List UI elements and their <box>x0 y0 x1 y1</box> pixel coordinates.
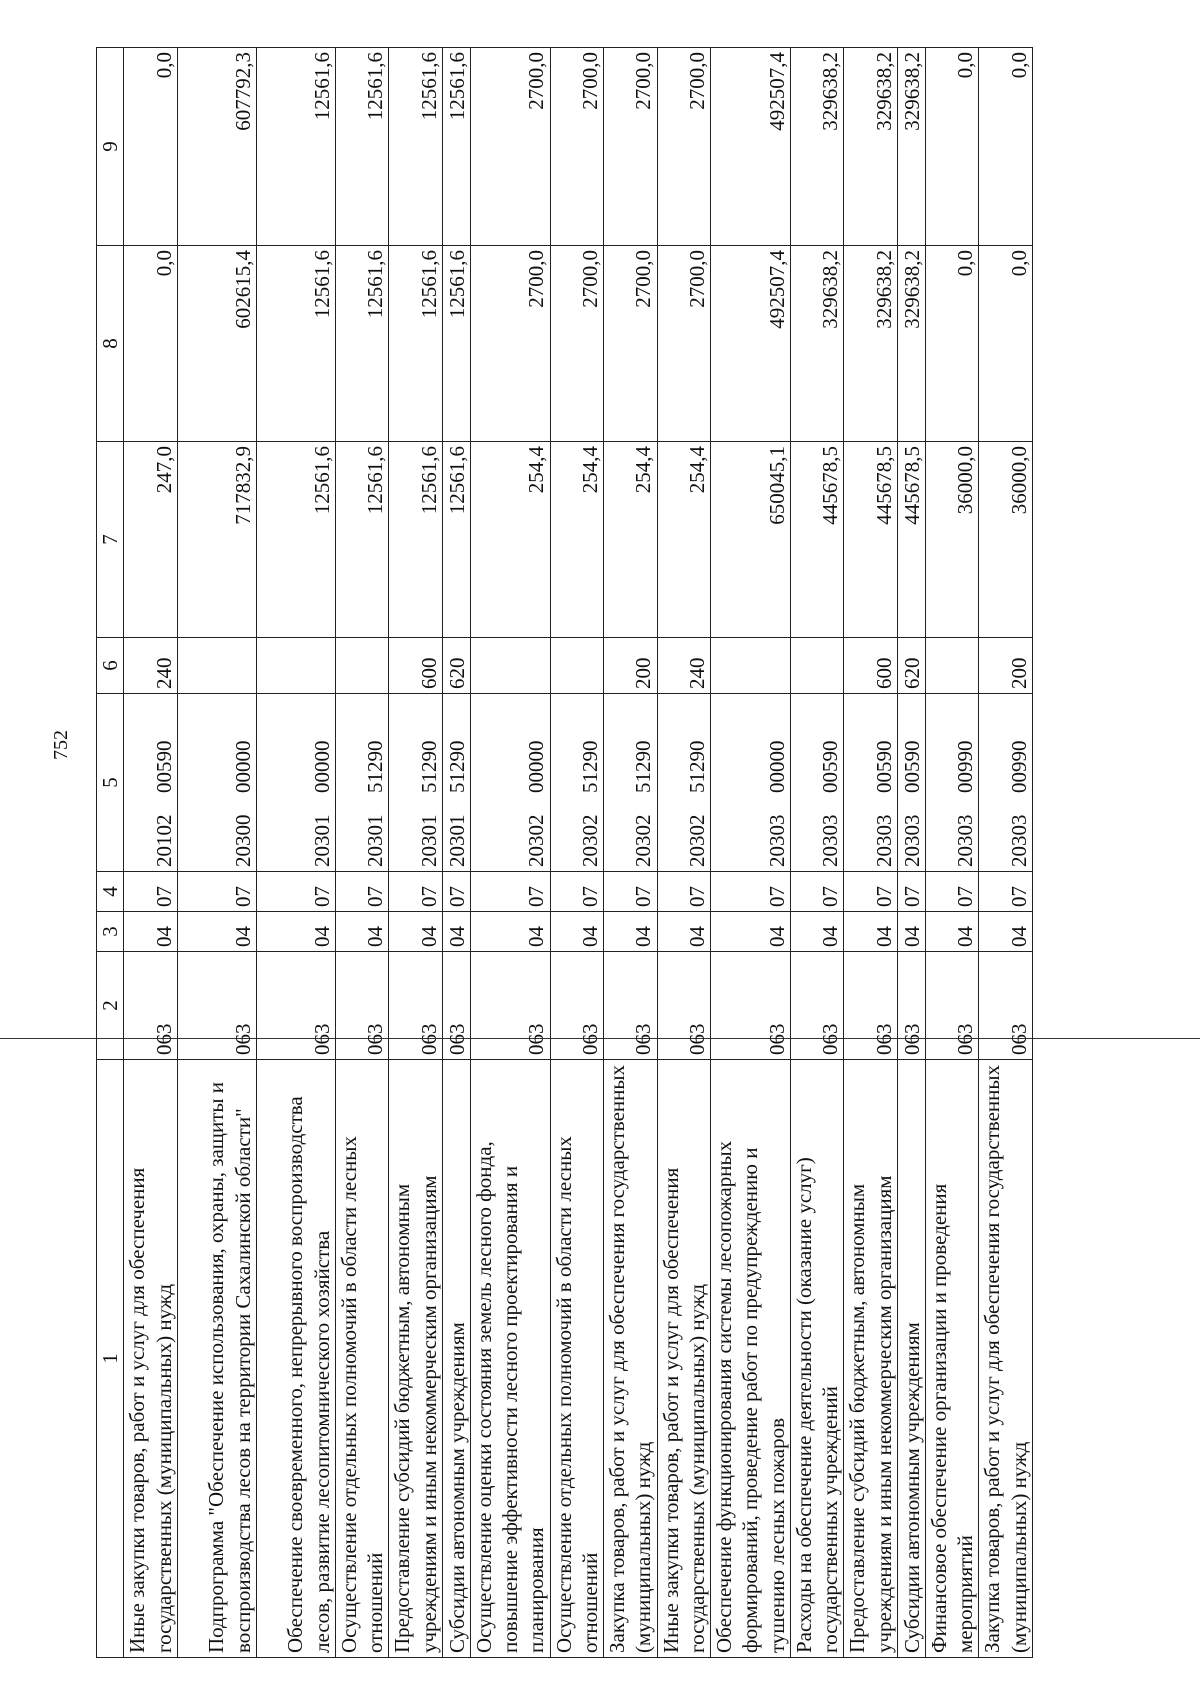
amount-col8: 602615,4 <box>177 246 256 442</box>
amount-col7: 254,4 <box>550 442 604 638</box>
amount-col9: 12561,6 <box>335 48 389 246</box>
admin-code: 063 <box>470 952 550 1060</box>
amount-col9: 329638,2 <box>897 48 925 246</box>
row-name: Предоставление субсидий бюджетным, автономным учреждениям и иным некоммерческим организациям <box>389 1060 443 1658</box>
amount-col9: 329638,2 <box>844 48 898 246</box>
direction-code: 00590 <box>899 740 924 793</box>
row-name: Осуществление отдельных полномочий в области лесных отношений <box>335 1060 389 1658</box>
table-row <box>124 48 178 1658</box>
table-row <box>925 48 979 1658</box>
row-name: Иные закупки товаров, работ и услуг для обеспечения государственных (муниципальных) нужд <box>124 1060 178 1658</box>
subsection-code: 07 <box>470 872 550 912</box>
amount-col9: 607792,3 <box>177 48 256 246</box>
table-row <box>389 48 443 1658</box>
section-code: 04 <box>790 912 844 952</box>
expense-type-code: 240 <box>657 638 711 694</box>
target-code <box>897 694 925 872</box>
target-code <box>442 694 470 872</box>
program-code: 20303 <box>871 814 896 867</box>
table-row <box>256 48 335 1658</box>
subsection-code: 07 <box>124 872 178 912</box>
amount-col7: 445678,5 <box>844 442 898 638</box>
direction-code: 51290 <box>631 740 656 793</box>
section-code: 04 <box>124 912 178 952</box>
program-code: 20301 <box>416 814 441 867</box>
col-header: 4 <box>97 872 124 912</box>
amount-col8: 329638,2 <box>790 246 844 442</box>
section-code: 04 <box>177 912 256 952</box>
target-code <box>550 694 604 872</box>
direction-code: 51290 <box>363 740 387 793</box>
amount-col7: 650045,1 <box>711 442 791 638</box>
amount-col7: 254,4 <box>470 442 550 638</box>
table-row <box>470 48 550 1658</box>
amount-col8: 0,0 <box>979 246 1033 442</box>
row-name: Финансовое обеспечение организации и проведения мероприятий <box>925 1060 979 1658</box>
section-code: 04 <box>442 912 470 952</box>
amount-col8: 12561,6 <box>442 246 470 442</box>
amount-col9: 12561,6 <box>256 48 335 246</box>
expense-type-code <box>177 638 256 694</box>
expense-type-code <box>550 638 604 694</box>
budget-table <box>96 47 1033 1658</box>
admin-code: 063 <box>897 952 925 1060</box>
rotated-page <box>96 48 1033 1658</box>
admin-code: 063 <box>442 952 470 1060</box>
amount-col9: 492507,4 <box>711 48 791 246</box>
expense-type-code <box>335 638 389 694</box>
admin-code: 063 <box>790 952 844 1060</box>
admin-code: 063 <box>177 952 256 1060</box>
expense-type-code: 600 <box>844 638 898 694</box>
amount-col7: 717832,9 <box>177 442 256 638</box>
col-header: 2 <box>97 952 124 1060</box>
direction-code: 51290 <box>684 740 709 793</box>
amount-col9: 12561,6 <box>442 48 470 246</box>
target-code <box>790 694 844 872</box>
table-row <box>844 48 898 1658</box>
table-row <box>177 48 256 1658</box>
row-name: Осуществление отдельных полномочий в области лесных отношений <box>550 1060 604 1658</box>
amount-col9: 0,0 <box>124 48 178 246</box>
section-code: 04 <box>389 912 443 952</box>
direction-code: 00000 <box>309 740 334 793</box>
expense-type-code: 200 <box>604 638 658 694</box>
admin-code: 063 <box>844 952 898 1060</box>
row-name: Закупка товаров, работ и услуг для обеспечения государственных (муниципальных) нужд <box>979 1060 1033 1658</box>
col-header: 3 <box>97 912 124 952</box>
col-header: 7 <box>97 442 124 638</box>
table-row <box>711 48 791 1658</box>
direction-code: 51290 <box>416 740 441 793</box>
subsection-code: 07 <box>844 872 898 912</box>
amount-col8: 2700,0 <box>550 246 604 442</box>
expense-type-code: 600 <box>389 638 443 694</box>
amount-col8: 329638,2 <box>844 246 898 442</box>
row-name: Иные закупки товаров, работ и услуг для обеспечения государственных (муниципальных) нужд <box>657 1060 711 1658</box>
admin-code: 063 <box>657 952 711 1060</box>
subsection-code: 07 <box>442 872 470 912</box>
amount-col8: 329638,2 <box>897 246 925 442</box>
page-number: 752 <box>50 730 72 760</box>
program-code: 20102 <box>151 814 176 867</box>
target-code <box>711 694 791 872</box>
subsection-code: 07 <box>657 872 711 912</box>
direction-code: 00000 <box>524 740 549 793</box>
col-header: 1 <box>97 1060 124 1658</box>
expense-type-code <box>790 638 844 694</box>
row-name: Осуществление оценки состояния земель лесного фонда, повышение эффективности лесного проектирования и планирования <box>470 1060 550 1658</box>
amount-col9: 0,0 <box>925 48 979 246</box>
section-code: 04 <box>711 912 791 952</box>
col-header: 8 <box>97 246 124 442</box>
admin-code: 063 <box>550 952 604 1060</box>
direction-code: 00990 <box>953 740 977 793</box>
row-name: Обеспечение своевременного, непрерывного воспроизводства лесов, развитие лесопитомнического хозяйства <box>256 1060 335 1658</box>
amount-col7: 254,4 <box>604 442 658 638</box>
admin-code: 063 <box>256 952 335 1060</box>
section-code: 04 <box>897 912 925 952</box>
section-code: 04 <box>550 912 604 952</box>
target-code <box>389 694 443 872</box>
program-code: 20302 <box>524 814 549 867</box>
row-name: Закупка товаров, работ и услуг для обеспечения государственных (муниципальных) нужд <box>604 1060 658 1658</box>
program-code: 20303 <box>1006 814 1031 867</box>
direction-code: 00590 <box>871 740 896 793</box>
target-code <box>124 694 178 872</box>
subsection-code: 07 <box>925 872 979 912</box>
amount-col7: 36000,0 <box>925 442 979 638</box>
admin-code: 063 <box>925 952 979 1060</box>
amount-col8: 12561,6 <box>256 246 335 442</box>
target-code <box>177 694 256 872</box>
amount-col9: 329638,2 <box>790 48 844 246</box>
target-code <box>604 694 658 872</box>
amount-col8: 0,0 <box>925 246 979 442</box>
amount-col8: 2700,0 <box>657 246 711 442</box>
direction-code: 51290 <box>444 740 469 793</box>
amount-col8: 0,0 <box>124 246 178 442</box>
subsection-code: 07 <box>550 872 604 912</box>
amount-col9: 2700,0 <box>550 48 604 246</box>
subsection-code: 07 <box>256 872 335 912</box>
section-code: 04 <box>844 912 898 952</box>
subsection-code: 07 <box>335 872 389 912</box>
row-name: Подпрограмма "Обеспечение использования, охраны, защиты и воспроизводства лесов на территории Сахалинской области" <box>177 1060 256 1658</box>
admin-code: 063 <box>124 952 178 1060</box>
target-code <box>335 694 389 872</box>
amount-col9: 2700,0 <box>470 48 550 246</box>
col-header: 9 <box>97 48 124 246</box>
section-code: 04 <box>470 912 550 952</box>
program-code: 20303 <box>953 814 977 867</box>
table-row <box>604 48 658 1658</box>
program-code: 20303 <box>818 814 842 867</box>
amount-col7: 12561,6 <box>335 442 389 638</box>
subsection-code: 07 <box>979 872 1033 912</box>
target-code <box>844 694 898 872</box>
direction-code: 00590 <box>151 740 176 793</box>
program-code: 20303 <box>764 814 789 867</box>
col-header: 5 <box>97 694 124 872</box>
amount-col7: 247,0 <box>124 442 178 638</box>
amount-col8: 12561,6 <box>389 246 443 442</box>
amount-col9: 2700,0 <box>657 48 711 246</box>
subsection-code: 07 <box>604 872 658 912</box>
program-code: 20302 <box>577 814 602 867</box>
subsection-code: 07 <box>711 872 791 912</box>
table-row <box>897 48 925 1658</box>
subsection-code: 07 <box>897 872 925 912</box>
amount-col8: 2700,0 <box>470 246 550 442</box>
table-row <box>550 48 604 1658</box>
admin-code: 063 <box>604 952 658 1060</box>
section-code: 04 <box>979 912 1033 952</box>
section-code: 04 <box>256 912 335 952</box>
section-code: 04 <box>925 912 979 952</box>
row-name: Предоставление субсидий бюджетным, автономным учреждениям и иным некоммерческим организациям <box>844 1060 898 1658</box>
table-row <box>979 48 1033 1658</box>
direction-code: 00000 <box>230 740 255 793</box>
admin-code: 063 <box>335 952 389 1060</box>
section-code: 04 <box>335 912 389 952</box>
row-name: Обеспечение функционирования системы лесопожарных формирований, проведение работ по предупреждению и тушению лесных пожаров <box>711 1060 791 1658</box>
subsection-code: 07 <box>790 872 844 912</box>
section-code: 04 <box>604 912 658 952</box>
expense-type-code: 200 <box>979 638 1033 694</box>
amount-col7: 445678,5 <box>897 442 925 638</box>
program-code: 20301 <box>363 814 387 867</box>
amount-col9: 2700,0 <box>604 48 658 246</box>
row-name: Расходы на обеспечение деятельности (оказание услуг) государственных учреждений <box>790 1060 844 1658</box>
direction-code: 00990 <box>1006 740 1031 793</box>
admin-code: 063 <box>711 952 791 1060</box>
table-row <box>657 48 711 1658</box>
program-code: 20302 <box>631 814 656 867</box>
amount-col8: 12561,6 <box>335 246 389 442</box>
amount-col8: 2700,0 <box>604 246 658 442</box>
program-code: 20301 <box>309 814 334 867</box>
row-name: Субсидии автономным учреждениям <box>442 1060 470 1658</box>
program-code: 20302 <box>684 814 709 867</box>
direction-code: 00000 <box>764 740 789 793</box>
direction-code: 00590 <box>818 740 842 793</box>
table-row <box>442 48 470 1658</box>
program-code: 20303 <box>899 814 924 867</box>
target-code <box>925 694 979 872</box>
expense-type-code <box>470 638 550 694</box>
program-code: 20300 <box>230 814 255 867</box>
table-row <box>790 48 844 1658</box>
program-code: 20301 <box>444 814 469 867</box>
target-code <box>979 694 1033 872</box>
amount-col7: 12561,6 <box>256 442 335 638</box>
amount-col7: 12561,6 <box>442 442 470 638</box>
expense-type-code: 620 <box>442 638 470 694</box>
amount-col7: 254,4 <box>657 442 711 638</box>
target-code <box>657 694 711 872</box>
direction-code: 51290 <box>577 740 602 793</box>
amount-col9: 0,0 <box>979 48 1033 246</box>
admin-code: 063 <box>979 952 1033 1060</box>
table-row <box>335 48 389 1658</box>
amount-col7: 36000,0 <box>979 442 1033 638</box>
subsection-code: 07 <box>389 872 443 912</box>
amount-col9: 12561,6 <box>389 48 443 246</box>
expense-type-code <box>711 638 791 694</box>
amount-col7: 445678,5 <box>790 442 844 638</box>
amount-col7: 12561,6 <box>389 442 443 638</box>
target-code <box>256 694 335 872</box>
section-code: 04 <box>657 912 711 952</box>
row-name: Субсидии автономным учреждениям <box>897 1060 925 1658</box>
col-header: 6 <box>97 638 124 694</box>
subsection-code: 07 <box>177 872 256 912</box>
target-code <box>470 694 550 872</box>
expense-type-code: 240 <box>124 638 178 694</box>
expense-type-code <box>925 638 979 694</box>
expense-type-code: 620 <box>897 638 925 694</box>
header-row <box>97 48 124 1658</box>
expense-type-code <box>256 638 335 694</box>
admin-code: 063 <box>389 952 443 1060</box>
amount-col8: 492507,4 <box>711 246 791 442</box>
